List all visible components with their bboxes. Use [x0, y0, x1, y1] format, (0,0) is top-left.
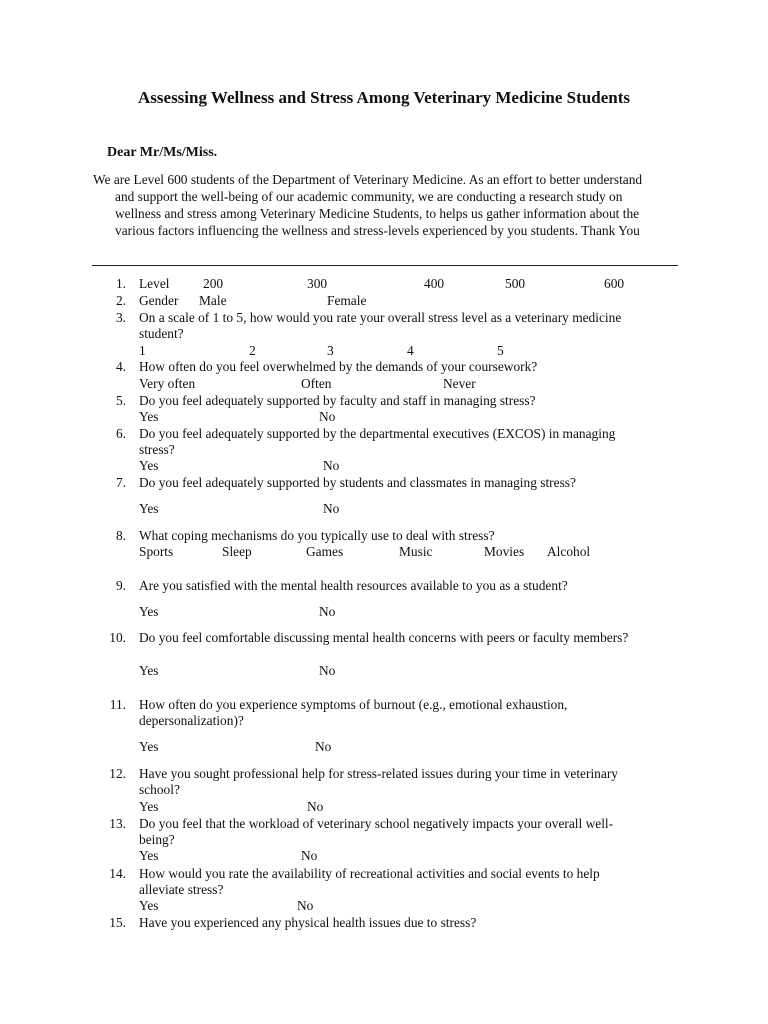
- option-yes[interactable]: Yes: [139, 799, 159, 814]
- intro-line: We are Level 600 students of the Department of Veterinary Medicine. As an effort to better understand: [93, 172, 643, 187]
- intro-line: wellness and stress among Veterinary Medicine Students, to helps us gather information about the: [115, 206, 640, 221]
- question-text-cont: stress?: [139, 442, 175, 457]
- option-no[interactable]: No: [301, 848, 318, 863]
- question-text-cont: school?: [139, 782, 180, 797]
- question-text: Gender: [139, 293, 179, 308]
- option-2[interactable]: 2: [249, 343, 256, 358]
- question-text: Have you experienced any physical health issues due to stress?: [139, 915, 477, 930]
- question-number: 6.: [115, 426, 126, 441]
- option-no[interactable]: No: [319, 604, 336, 619]
- question-number: 15.: [109, 915, 126, 930]
- option-yes[interactable]: Yes: [139, 663, 159, 678]
- question-number: 13.: [109, 816, 126, 831]
- question-text-cont: student?: [139, 326, 184, 341]
- option-male[interactable]: Male: [199, 293, 227, 308]
- question-text: How would you rate the availability of recreational activities and social events to help: [139, 866, 600, 881]
- question-number: 7.: [115, 475, 126, 490]
- question-text: What coping mechanisms do you typically use to deal with stress?: [139, 528, 495, 543]
- question-number: 1.: [115, 276, 126, 291]
- question-text: Do you feel adequately supported by faculty and staff in managing stress?: [139, 393, 536, 408]
- option-300[interactable]: 300: [307, 276, 328, 291]
- question-number: 4.: [115, 359, 126, 374]
- option-yes[interactable]: Yes: [139, 501, 159, 516]
- greeting: Dear Mr/Ms/Miss.: [107, 145, 218, 160]
- option-movies[interactable]: Movies: [484, 544, 525, 559]
- question-text: Do you feel adequately supported by students and classmates in managing stress?: [139, 475, 576, 490]
- option-very-often[interactable]: Very often: [139, 376, 196, 391]
- question-text: How often do you feel overwhelmed by the demands of your coursework?: [139, 359, 538, 374]
- question-number: 12.: [109, 766, 126, 781]
- option-no[interactable]: No: [319, 409, 336, 424]
- option-yes[interactable]: Yes: [139, 848, 159, 863]
- question-text-cont: being?: [139, 832, 175, 847]
- question-text: On a scale of 1 to 5, how would you rate your overall stress level as a veterinary medicine: [139, 310, 622, 325]
- question-text-cont: depersonalization)?: [139, 713, 244, 728]
- option-no[interactable]: No: [323, 501, 340, 516]
- option-yes[interactable]: Yes: [139, 409, 159, 424]
- option-no[interactable]: No: [323, 458, 340, 473]
- question-text: Do you feel that the workload of veterinary school negatively impacts your overall well-: [139, 816, 614, 831]
- intro-line: various factors influencing the wellness and stress-levels experienced by you students. Thank You: [115, 223, 640, 238]
- option-400[interactable]: 400: [424, 276, 445, 291]
- question-text: Are you satisfied with the mental health resources available to you as a student?: [139, 578, 568, 593]
- option-5[interactable]: 5: [497, 343, 504, 358]
- question-text: Level: [139, 276, 170, 291]
- question-text: Do you feel comfortable discussing mental health concerns with peers or faculty members?: [139, 630, 629, 645]
- option-no[interactable]: No: [297, 898, 314, 913]
- option-4[interactable]: 4: [407, 343, 414, 358]
- option-600[interactable]: 600: [604, 276, 625, 291]
- option-sleep[interactable]: Sleep: [222, 544, 252, 559]
- question-number: 9.: [115, 578, 126, 593]
- option-yes[interactable]: Yes: [139, 458, 159, 473]
- option-1[interactable]: 1: [139, 343, 146, 358]
- option-500[interactable]: 500: [505, 276, 526, 291]
- question-number: 10.: [109, 630, 126, 645]
- option-often[interactable]: Often: [301, 376, 332, 391]
- option-no[interactable]: No: [319, 663, 336, 678]
- question-number: 2.: [115, 293, 126, 308]
- option-alcohol[interactable]: Alcohol: [547, 544, 591, 559]
- option-games[interactable]: Games: [306, 544, 344, 559]
- option-female[interactable]: Female: [327, 293, 367, 308]
- question-number: 11.: [109, 697, 126, 712]
- question-text: Do you feel adequately supported by the departmental executives (EXCOS) in managing: [139, 426, 616, 441]
- question-number: 5.: [115, 393, 126, 408]
- option-200[interactable]: 200: [203, 276, 224, 291]
- option-yes[interactable]: Yes: [139, 898, 159, 913]
- intro-paragraph: [93, 171, 683, 239]
- option-never[interactable]: Never: [443, 376, 476, 391]
- question-number: 3.: [115, 310, 126, 325]
- option-music[interactable]: Music: [399, 544, 433, 559]
- question-text: Have you sought professional help for stress-related issues during your time in veterinary: [139, 766, 618, 781]
- document-title: Assessing Wellness and Stress Among Veterinary Medicine Students: [138, 88, 630, 107]
- option-sports[interactable]: Sports: [139, 544, 174, 559]
- option-yes[interactable]: Yes: [139, 604, 159, 619]
- question-number: 14.: [109, 866, 126, 881]
- question-number: 8.: [115, 528, 126, 543]
- question-text-cont: alleviate stress?: [139, 882, 224, 897]
- question-text: How often do you experience symptoms of burnout (e.g., emotional exhaustion,: [139, 697, 568, 712]
- option-3[interactable]: 3: [327, 343, 334, 358]
- option-no[interactable]: No: [315, 739, 332, 754]
- divider-rule: [92, 265, 678, 266]
- option-yes[interactable]: Yes: [139, 739, 159, 754]
- option-no[interactable]: No: [307, 799, 324, 814]
- intro-line: and support the well-being of our academic community, we are conducting a research study on: [115, 189, 623, 204]
